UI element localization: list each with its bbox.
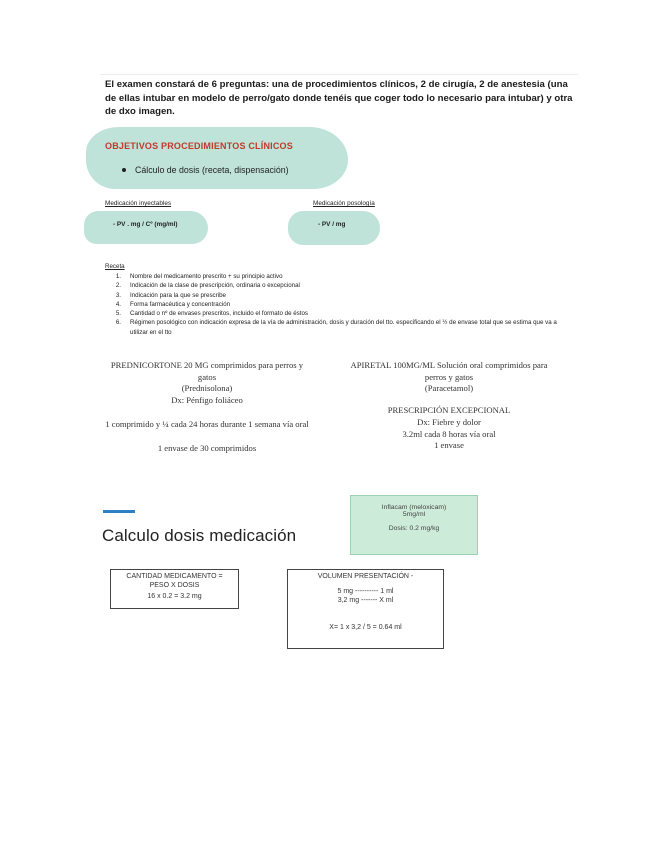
objectives-title: OBJETIVOS PROCEDIMIENTOS CLÍNICOS [105, 141, 293, 151]
title-accent [103, 510, 135, 513]
receta-title: Receta [105, 263, 125, 270]
exam-intro: El examen constará de 6 preguntas: una de procedimientos clínicos, 2 de cirugía, 2 de anestesia (una de ellas intubar en modelo de perro/gato donde tenéis que coger todo lo necesario para intubar) y otra de dxo imagen. [105, 79, 573, 117]
drug-info-box: Inflacam (meloxicam) 5mg/ml Dosis: 0.2 mg/kg [350, 495, 478, 555]
dosis-title: Calculo dosis medicación [102, 526, 297, 545]
bullet-text: Cálculo de dosis (receta, dispensación) [135, 165, 289, 175]
posologia-formula: - PV / mg [318, 221, 346, 228]
objectives-highlight [86, 127, 348, 189]
rx-right: APIRETAL 100MG/ML Solución oral comprimidos para perros y gatos (Paracetamol) PRESCRIPCIÓN EXCEPCIONAL Dx: Fiebre y dolor 3.2ml cada 8 horas vía oral 1 envase [350, 360, 548, 451]
bullet-icon [122, 168, 126, 172]
posologia-highlight [288, 211, 380, 245]
list-item: 3. Indicación para la que se prescribe [115, 291, 226, 299]
list-item: 6. Régimen posológico con indicación expresa de la vía de administración, dosis y duración del tto. especificando el ½ de envase total que se estima que va a utilizar en el tto [115, 319, 557, 336]
list-item: 4. Forma farmacéutica y concentración [115, 300, 231, 308]
top-divider [100, 74, 578, 75]
list-item: 5. Cantidad o nº de envases prescritos, incluido el formato de éstos [115, 310, 309, 318]
inyectables-label: Medicación inyectables [105, 200, 172, 207]
list-item: 1. Nombre del medicamento prescrito + su principio activo [115, 273, 283, 280]
rx-left: PREDNICORTONE 20 MG comprimidos para perros y gatos (Prednisolona) Dx: Pénfigo foliáceo 1 comprimido y ¼ cada 24 horas durante 1 semana vía oral 1 envase de 30 comprimidos [105, 360, 309, 453]
volumen-box: VOLUMEN PRESENTACIÓN - 5 mg ---------- 1 ml 3,2 mg ------- X ml X= 1 x 3,2 / 5 = 0.64 ml [287, 569, 444, 649]
list-item: 2. Indicación de la clase de prescripción, ordinaria o excepcional [115, 282, 300, 290]
receta-list [105, 272, 565, 337]
inyectables-formula: - PV . mg / Cº (mg/ml) [113, 221, 178, 228]
objectives-bullet [122, 165, 289, 175]
cantidad-box: CANTIDAD MEDICAMENTO = PESO X DOSIS 16 x 0.2 = 3.2 mg [110, 569, 239, 609]
posologia-label: Medicación posología [313, 200, 375, 207]
